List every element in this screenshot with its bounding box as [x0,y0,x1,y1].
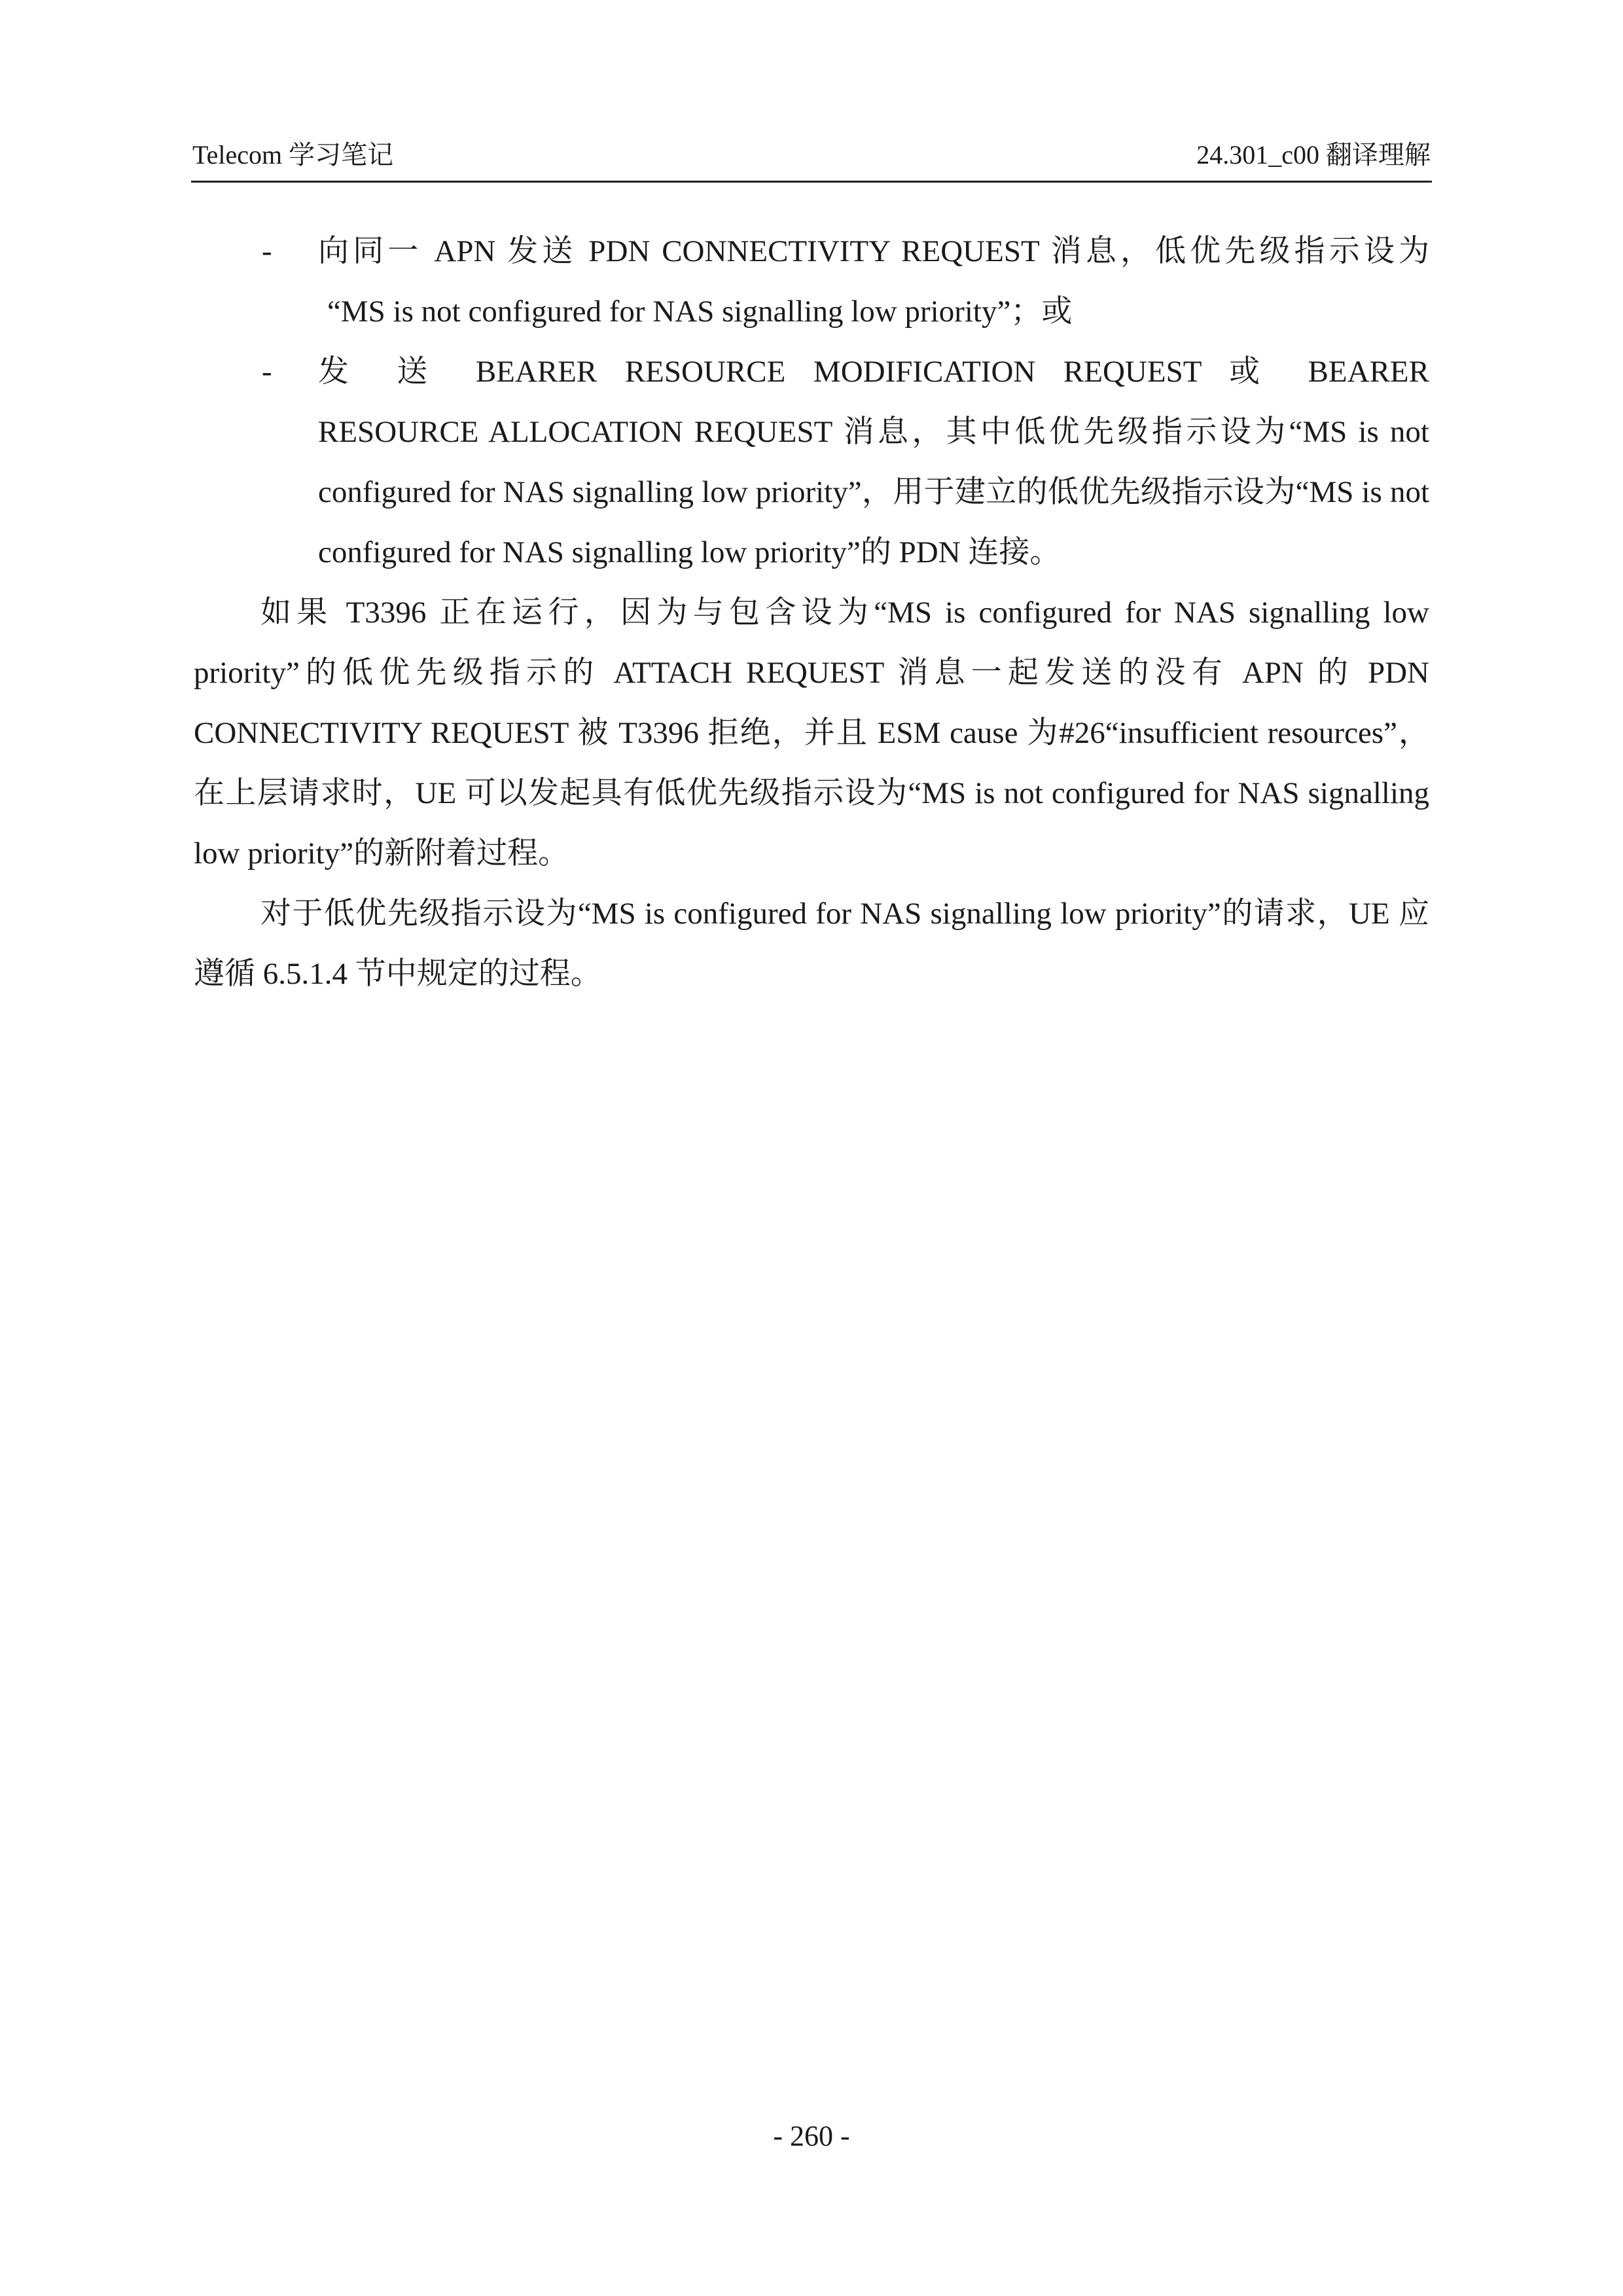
body-paragraph: 对于低优先级指示设为“MS is configured for NAS signalling low priority”的请求，UE 应遵循 6.5.1.4 节中规定的过程。 [194,897,1429,991]
header-document-id: 24.301_c00 翻译理解 [1196,140,1431,170]
bullet-text: RESOURCE ALLOCATION REQUEST 消息，其中低优先级指示设为“MS is not configured for NAS signalling low priority”，用于建立的低优先级指示设为“MS is not configured for NAS signalling low priority”的 PDN 连接。 [318,415,1429,569]
bullet-line: “MS is not configured for NAS signalling low priority”；或 [327,295,1073,329]
bullet-marker: - [262,355,272,389]
page-number: - 260 - [773,2120,850,2152]
bullet-item [194,221,1429,342]
header-title: Telecom 学习笔记 [192,140,394,170]
page-body [194,221,1429,1004]
bullet-marker: - [262,234,272,268]
page-header [191,135,1432,183]
bullet-item [194,342,1429,583]
bullet-line: 发 送 BEARER RESOURCE MODIFICATION REQUEST 或 BEARER [318,355,1429,389]
body-paragraph: 如果 T3396 正在运行，因为与包含设为“MS is configured for NAS signalling low priority”的低优先级指示的 ATTACH REQUEST 消息一起发送的没有 APN 的 PDN CONNECTIVITY REQUEST 被 T3396 拒绝，并且 ESM cause 为#26“insufficient resources”，在上层请求时，UE 可以发起具有低优先级指示设为“MS is not configured for NAS signalling low priority”的新附着过程。 [194,596,1429,870]
bullet-line: 向同一 APN 发送 PDN CONNECTIVITY REQUEST 消息，低优先级指示设为 [318,234,1429,268]
